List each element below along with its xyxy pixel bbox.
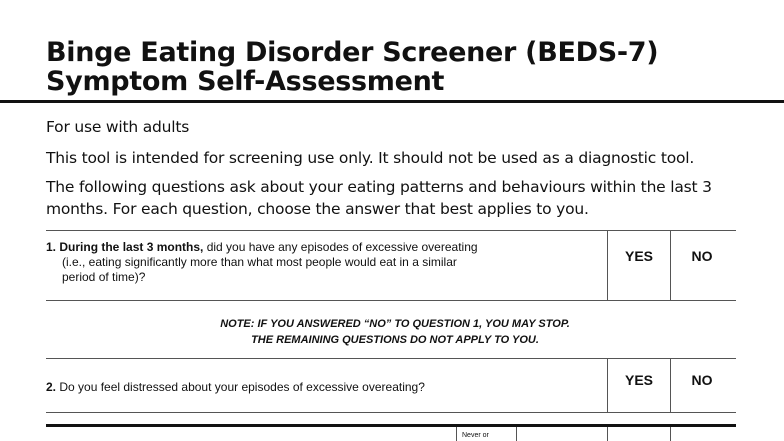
q1-top-border	[46, 230, 736, 231]
title-divider	[0, 100, 784, 103]
instructions-text: The following questions ask about your eating patterns and behaviours within the last 3 months. For each question, choose the answer that best applies to you.	[46, 178, 712, 218]
question-2-text: Do you feel distressed about your episodes of excessive overeating?	[56, 380, 425, 394]
q1-bottom-border	[46, 300, 736, 301]
question-1-lead: During the last 3 months,	[59, 240, 204, 254]
q2-bottom-border	[46, 412, 736, 413]
stop-note-line2: THE REMAINING QUESTIONS DO NOT APPLY TO YOU.	[251, 334, 539, 346]
q1-col-divider-1	[607, 230, 608, 300]
question-1-text-line3: period of time)?	[62, 270, 146, 284]
question-1-no-option[interactable]: NO	[691, 248, 713, 264]
next-column-header: Never or	[462, 432, 489, 439]
stop-note-line1: NOTE: IF YOU ANSWERED “NO” TO QUESTION 1, YOU MAY STOP.	[220, 318, 570, 330]
question-1-text-line2: (i.e., eating significantly more than what most people would eat in a similar	[62, 255, 457, 269]
question-1	[46, 240, 586, 285]
disclaimer-text: This tool is intended for screening use only. It should not be used as a diagnostic tool.	[46, 149, 695, 167]
page-title	[46, 38, 746, 96]
next-col-divider-2	[516, 427, 517, 441]
next-section-divider	[46, 424, 736, 427]
question-1-yes-option[interactable]: YES	[624, 248, 653, 264]
question-2-no-option[interactable]: NO	[691, 372, 713, 388]
next-col-divider-1	[456, 427, 457, 441]
question-2-number: 2.	[46, 380, 57, 394]
next-col-divider-3	[607, 427, 608, 441]
question-2	[46, 380, 586, 395]
question-2-yes-option[interactable]: YES	[624, 372, 653, 388]
stop-note	[150, 316, 640, 348]
title-line-1: Binge Eating Disorder Screener (BEDS-7)	[46, 37, 659, 68]
question-1-text: did you have any episodes of excessive overeating	[203, 240, 478, 254]
next-col-divider-4	[670, 427, 671, 441]
question-1-number: 1.	[46, 240, 57, 254]
title-line-2: Symptom Self-Assessment	[46, 66, 445, 97]
q1-col-divider-2	[670, 230, 671, 300]
q2-top-border	[46, 358, 736, 359]
audience-text: For use with adults	[46, 118, 190, 136]
